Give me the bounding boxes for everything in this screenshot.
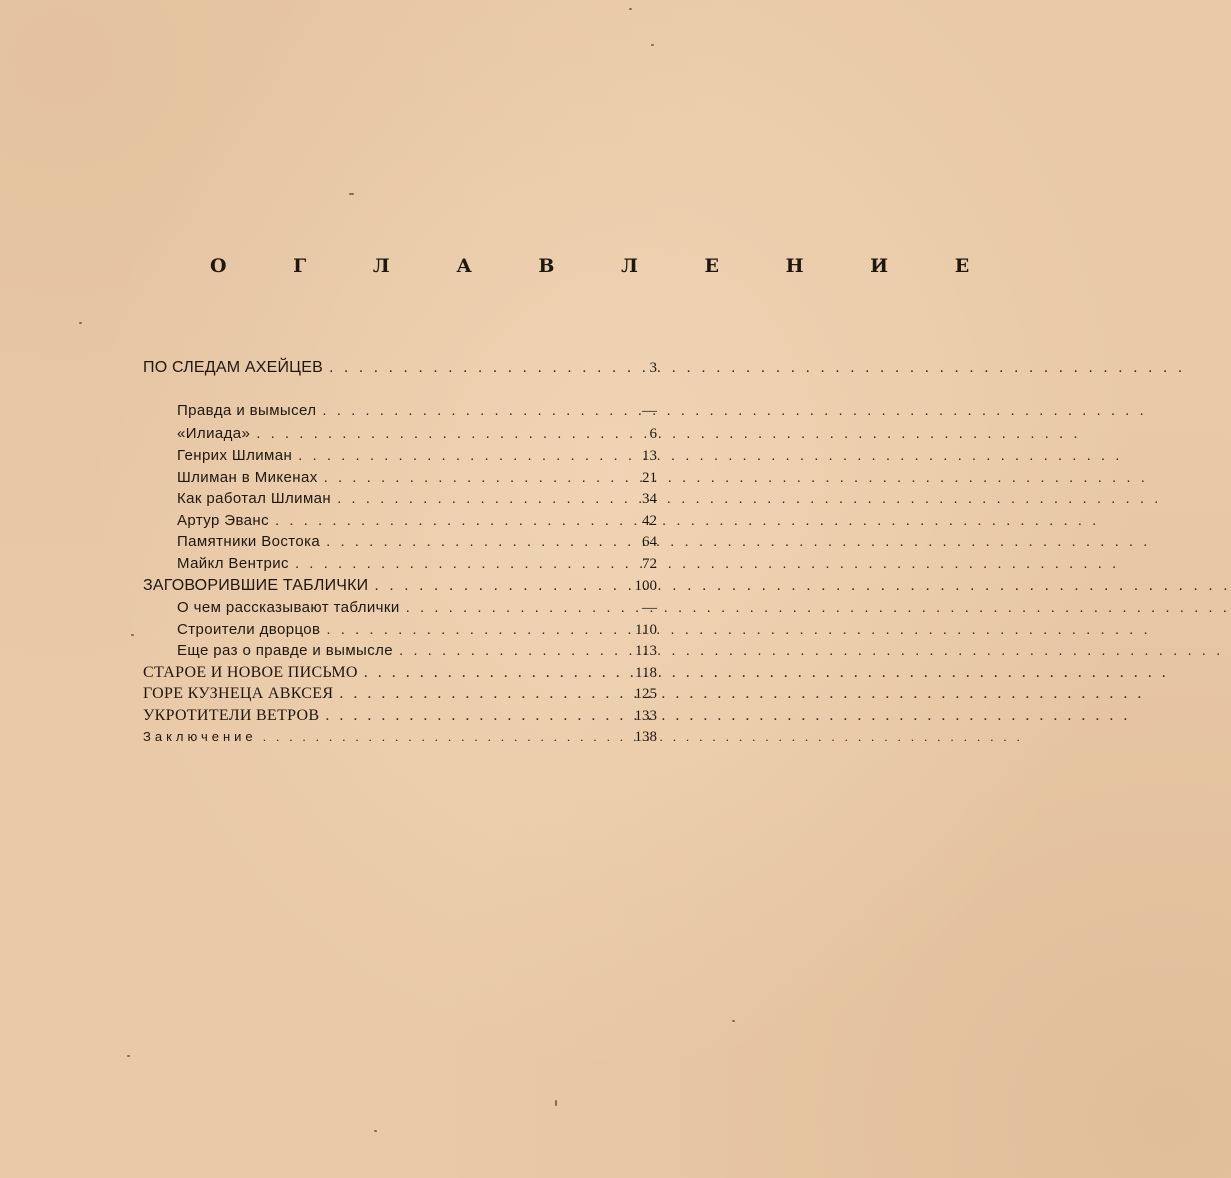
dot-leader (298, 445, 1122, 467)
toc-page-number: 72 (642, 556, 657, 572)
dot-leader (374, 575, 1230, 597)
page-title: О Г Л А В Л Е Н И Е (210, 255, 1000, 277)
toc-entry-main[interactable] (143, 662, 613, 684)
dot-leader (399, 640, 1223, 662)
toc-page-number: — (642, 600, 657, 616)
dot-leader (325, 705, 1130, 727)
dot-leader (326, 531, 1150, 553)
toc-page-number: 138 (634, 729, 657, 745)
toc-page-number: 118 (635, 665, 657, 681)
toc-entry-sub[interactable] (177, 619, 613, 641)
dot-leader (275, 510, 1099, 532)
toc-entry-sub[interactable] (177, 488, 613, 510)
toc-entry-sub[interactable] (177, 400, 613, 422)
toc-entry-main[interactable] (143, 357, 613, 379)
toc-entry-sub[interactable] (177, 423, 613, 445)
dot-leader (339, 683, 1144, 705)
toc-page-number: 34 (642, 491, 657, 507)
toc-entry-main[interactable] (143, 726, 613, 748)
toc-page-number: 21 (642, 470, 657, 486)
dot-leader (326, 619, 1150, 641)
toc-entry-title: Строители дворцов (177, 621, 321, 638)
dot-leader (322, 400, 1146, 422)
toc-page-number: 133 (634, 708, 657, 724)
toc-entry-main[interactable] (143, 705, 613, 727)
toc-entry-title: ЗАГОВОРИВШИЕ ТАБЛИЧКИ (143, 577, 369, 594)
toc-entry-title: Как работал Шлиман (177, 490, 332, 507)
toc-page-number: — (642, 403, 657, 419)
toc-entry-title: «Илиада» (177, 425, 251, 442)
toc-page-number: 110 (635, 622, 657, 638)
toc-entry-main[interactable] (143, 683, 613, 705)
toc-page-number: 13 (642, 448, 657, 464)
dot-leader (329, 357, 1185, 379)
toc-entry-title: Майкл Вентрис (177, 555, 289, 572)
toc-page-number: 100 (634, 578, 657, 594)
toc-entry-sub[interactable] (177, 553, 613, 575)
toc-entry-sub[interactable] (177, 531, 613, 553)
toc-page-number: 64 (642, 534, 657, 550)
toc-entry-sub[interactable] (177, 510, 613, 532)
toc-entry-title: Памятники Востока (177, 533, 321, 550)
toc-entry-title: Генрих Шлиман (177, 447, 293, 464)
toc-entry-sub[interactable] (177, 597, 613, 619)
dot-leader (324, 467, 1148, 489)
toc-entry-sub[interactable] (177, 467, 613, 489)
dot-leader (337, 488, 1161, 510)
toc-entry-sub[interactable] (177, 640, 613, 662)
toc-entry-title: УКРОТИТЕЛИ ВЕТРОВ (143, 707, 320, 724)
toc-entry-title: ГОРЕ КУЗНЕЦА АВКСЕЯ (143, 685, 334, 702)
toc-page-number: 125 (634, 686, 657, 702)
toc-page-number: 6 (649, 426, 657, 442)
toc-entry-title: О чем рассказывают таблички (177, 599, 400, 616)
toc-page-number: 113 (635, 643, 657, 659)
toc-entry-title: Еще раз о правде и вымысле (177, 642, 394, 659)
toc-entry-title: Артур Эванс (177, 512, 270, 529)
toc-entry-title: СТАРОЕ И НОВОЕ ПИСЬМО (143, 664, 358, 681)
toc-entry-sub[interactable] (177, 445, 613, 467)
dot-leader (364, 662, 1169, 684)
dot-leader (295, 553, 1119, 575)
dot-leader (406, 597, 1230, 619)
toc-entry-main[interactable] (143, 575, 613, 597)
toc-entry-title: Шлиман в Микенах (177, 469, 318, 486)
toc-entry-title: ПО СЛЕДАМ АХЕЙЦЕВ (143, 359, 323, 376)
toc-entry-title: Заключение (143, 729, 257, 744)
dot-leader (256, 423, 1080, 445)
toc-page-number: 42 (642, 513, 657, 529)
toc-entry-title: Правда и вымысел (177, 402, 317, 419)
toc-page-number: 3 (649, 360, 657, 376)
